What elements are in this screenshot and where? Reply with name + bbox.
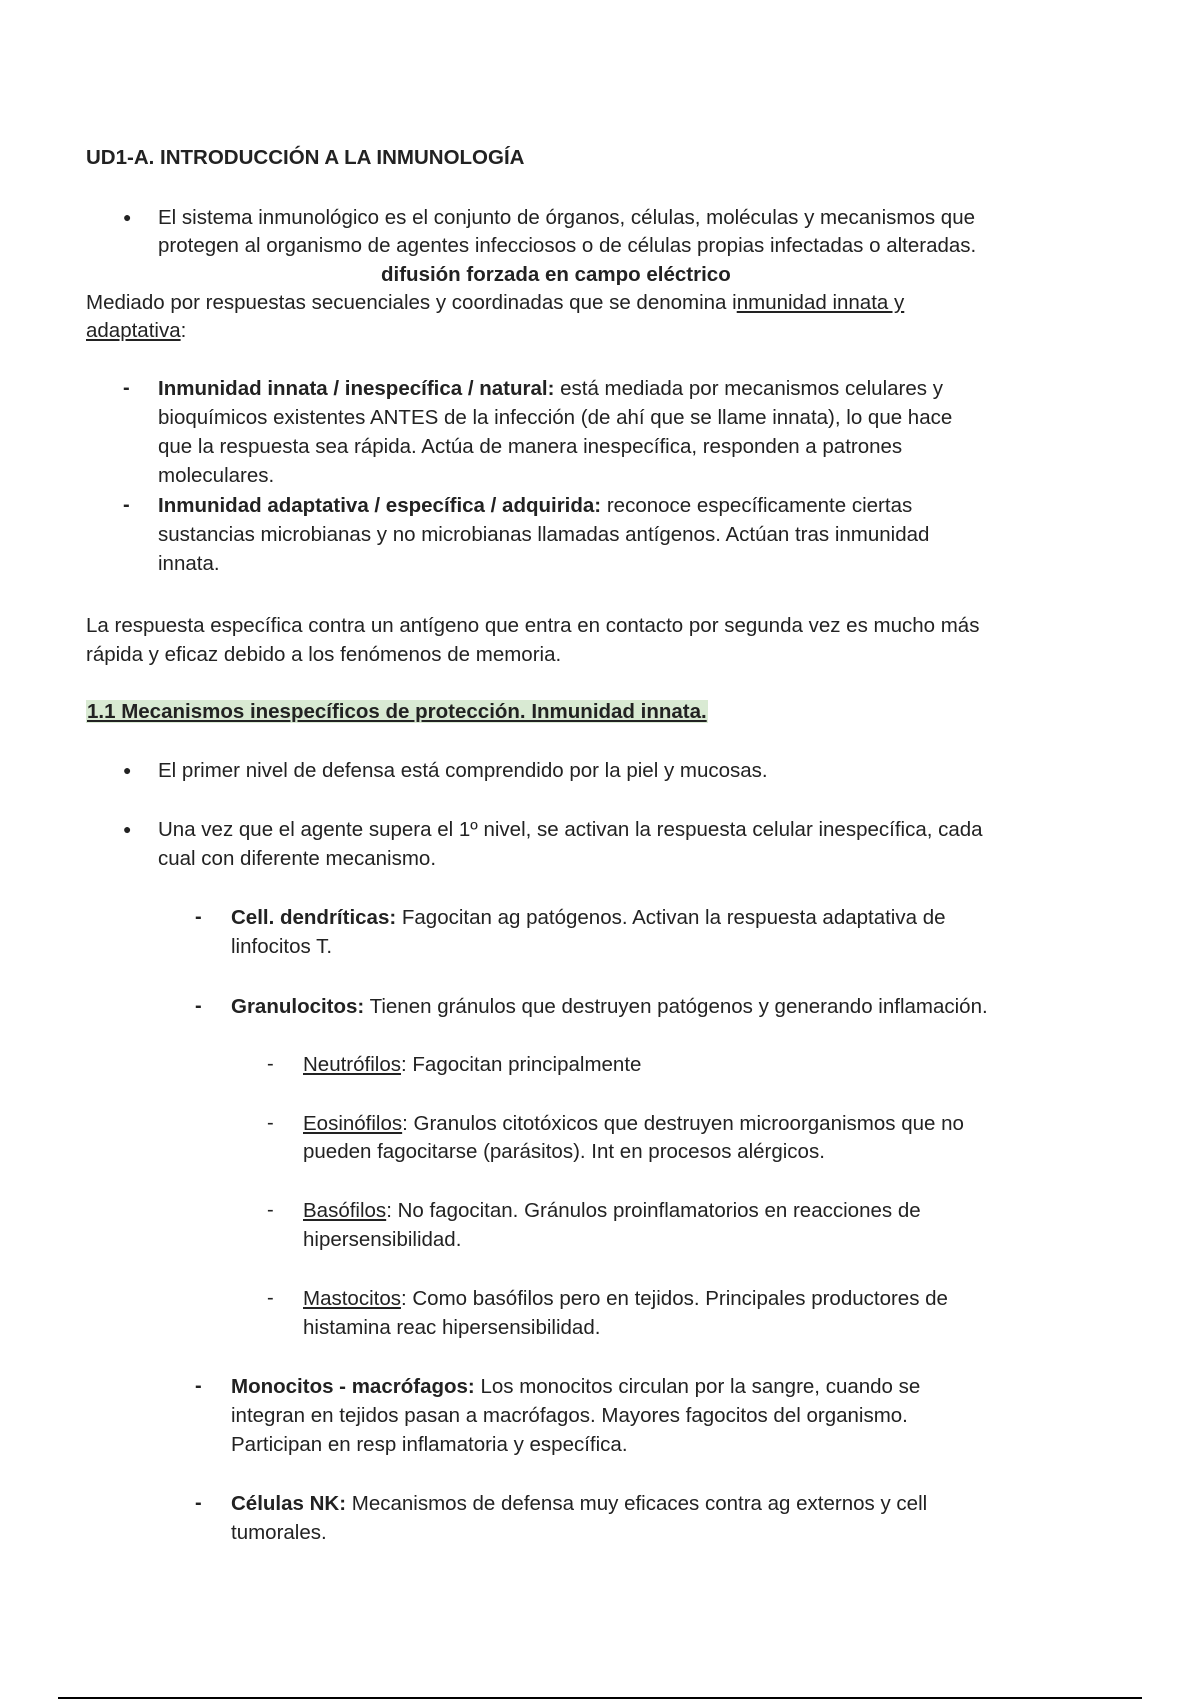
dash-marker: - xyxy=(267,1053,274,1075)
mediado-text: Mediado por respuestas secuenciales y coordinadas que se denomina i xyxy=(86,291,737,314)
monocitos-text: Los monocitos circulan por la sangre, cuando se xyxy=(474,1375,921,1398)
dendriticas-line-1 xyxy=(231,903,946,932)
mastocitos-text: : Como basófilos pero en tejidos. Principales productores de xyxy=(400,1287,948,1310)
dash-marker: - xyxy=(195,906,202,928)
mediado-line-1 xyxy=(86,288,904,317)
monocitos-line-3: Participan en resp inflamatoria y específica. xyxy=(231,1433,628,1456)
neutrofilos-term: Neutrófilos xyxy=(303,1053,401,1076)
adaptativa-line-3: innata. xyxy=(158,552,220,575)
dash-marker: - xyxy=(267,1287,274,1309)
eosinofilos-line-1 xyxy=(303,1109,964,1138)
granulocitos-line-1 xyxy=(231,992,988,1021)
mediado-line-2 xyxy=(86,316,186,345)
mastocitos-line-2: histamina reac hipersensibilidad. xyxy=(303,1316,601,1339)
intro-line-2: protegen al organismo de agentes infecciosos o de células propias infectadas o alteradas. xyxy=(158,234,977,257)
nk-line-2: tumorales. xyxy=(231,1521,327,1544)
neutrofilos-text: : Fagocitan principalmente xyxy=(401,1053,642,1076)
monocitos-line-1 xyxy=(231,1372,920,1401)
mediado-colon: : xyxy=(180,319,187,342)
dendriticas-line-2: linfocitos T. xyxy=(231,935,333,958)
mastocitos-line-1 xyxy=(303,1284,948,1313)
innata-term: Inmunidad innata / inespecífica / natural: xyxy=(158,377,555,400)
basofilos-term: Basófilos xyxy=(303,1199,387,1222)
overlay-heading: difusión forzada en campo eléctrico xyxy=(381,263,731,286)
granulocitos-term: Granulocitos: xyxy=(231,995,365,1018)
bullet-icon: ● xyxy=(123,209,132,225)
eosinofilos-text: : Granulos citotóxicos que destruyen microorganismos que no xyxy=(402,1112,964,1135)
dash-marker: - xyxy=(267,1199,274,1221)
mediado-underlined: nmunidad innata y xyxy=(736,291,905,314)
innata-text: está mediada por mecanismos celulares y xyxy=(554,377,943,400)
granulocitos-text: Tienen gránulos que destruyen patógenos y generando inflamación. xyxy=(364,995,988,1018)
dash-marker: - xyxy=(123,377,130,399)
section-bullet-2-line-1: Una vez que el agente supera el 1º nivel, se activan la respuesta celular inespecífica, cada xyxy=(158,818,983,841)
adaptativa-term: Inmunidad adaptativa / específica / adquirida: xyxy=(158,494,602,517)
basofilos-line-2: hipersensibilidad. xyxy=(303,1228,462,1251)
bullet-icon: ● xyxy=(123,762,132,778)
mediado-underlined-2: adaptativa xyxy=(86,319,181,342)
eosinofilos-term: Eosinófilos xyxy=(303,1112,403,1135)
eosinofilos-line-2: pueden fagocitarse (parásitos). Int en procesos alérgicos. xyxy=(303,1140,825,1163)
innata-line-4: moleculares. xyxy=(158,464,275,487)
memoria-line-2: rápida y eficaz debido a los fenómenos de memoria. xyxy=(86,643,562,666)
section-heading-text: 1.1 Mecanismos inespecíficos de protección. Inmunidad innata. xyxy=(87,700,707,723)
innata-line-2: bioquímicos existentes ANTES de la infección (de ahí que se llame innata), lo que hace xyxy=(158,406,953,429)
page-title: UD1-A. INTRODUCCIÓN A LA INMUNOLOGÍA xyxy=(86,146,525,169)
monocitos-term: Monocitos - macrófagos: xyxy=(231,1375,475,1398)
bottom-divider xyxy=(58,1697,1142,1699)
dash-marker: - xyxy=(195,1375,202,1397)
section-bullet-1: El primer nivel de defensa está comprendido por la piel y mucosas. xyxy=(158,759,768,782)
adaptativa-text: reconoce específicamente ciertas xyxy=(601,494,913,517)
bullet-icon: ● xyxy=(123,821,132,837)
neutrofilos-line-1 xyxy=(303,1050,641,1079)
innata-line-1 xyxy=(158,374,943,403)
memoria-line-1: La respuesta específica contra un antígeno que entra en contacto por segunda vez es mucho más xyxy=(86,614,980,637)
nk-term: Células NK: xyxy=(231,1492,347,1515)
basofilos-text: : No fagocitan. Gránulos proinflamatorios en reacciones de xyxy=(386,1199,921,1222)
nk-line-1 xyxy=(231,1489,927,1518)
dash-marker: - xyxy=(123,494,130,516)
basofilos-line-1 xyxy=(303,1196,921,1225)
adaptativa-line-1 xyxy=(158,491,912,520)
mastocitos-term: Mastocitos xyxy=(303,1287,401,1310)
monocitos-line-2: integran en tejidos pasan a macrófagos. Mayores fagocitos del organismo. xyxy=(231,1404,908,1427)
nk-text: Mecanismos de defensa muy eficaces contra ag externos y cell xyxy=(346,1492,928,1515)
dash-marker: - xyxy=(195,1492,202,1514)
dendriticas-term: Cell. dendríticas: xyxy=(231,906,397,929)
dash-marker: - xyxy=(267,1112,274,1134)
section-heading xyxy=(86,697,708,726)
dash-marker: - xyxy=(195,995,202,1017)
innata-line-3: que la respuesta sea rápida. Actúa de manera inespecífica, responden a patrones xyxy=(158,435,903,458)
adaptativa-line-2: sustancias microbianas y no microbianas llamadas antígenos. Actúan tras inmunidad xyxy=(158,523,930,546)
dendriticas-text: Fagocitan ag patógenos. Activan la respuesta adaptativa de xyxy=(396,906,946,929)
section-bullet-2-line-2: cual con diferente mecanismo. xyxy=(158,847,437,870)
intro-line-1: El sistema inmunológico es el conjunto de órganos, células, moléculas y mecanismos que xyxy=(158,206,976,229)
